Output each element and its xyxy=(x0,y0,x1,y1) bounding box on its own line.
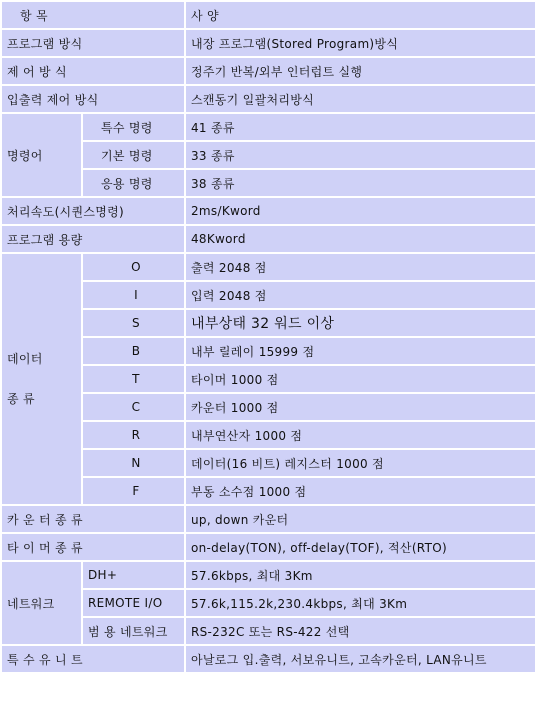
group-label-data-types xyxy=(2,254,81,504)
table-row xyxy=(2,310,535,336)
table-row xyxy=(2,114,535,140)
table-row xyxy=(2,506,535,532)
table-row xyxy=(2,282,535,308)
group-label-line: 데이터 xyxy=(7,352,43,366)
row-value: 41 종류 xyxy=(186,114,535,140)
row-sublabel: DH+ xyxy=(83,562,184,588)
row-value: RS-232C 또는 RS-422 선택 xyxy=(186,618,535,644)
group-label-line: 종 류 xyxy=(7,392,35,406)
table-row xyxy=(2,422,535,448)
row-value: 2ms/Kword xyxy=(186,198,535,224)
header-spec: 사 양 xyxy=(186,2,535,28)
row-label: 입출력 제어 방식 xyxy=(2,86,184,112)
row-value: 출력 2048 점 xyxy=(186,254,535,280)
row-code: O xyxy=(83,254,184,280)
table-row xyxy=(2,30,535,56)
row-value: 데이터(16 비트) 레지스터 1000 점 xyxy=(186,450,535,476)
row-label: 프로그램 용량 xyxy=(2,226,184,252)
table-row xyxy=(2,338,535,364)
group-label-instructions: 명령어 xyxy=(2,114,81,196)
group-label-network: 네트워크 xyxy=(2,562,81,644)
table-row xyxy=(2,590,535,616)
row-value: 정주기 반복/외부 인터럽트 실행 xyxy=(186,58,535,84)
table-row xyxy=(2,394,535,420)
table-row xyxy=(2,366,535,392)
row-code: N xyxy=(83,450,184,476)
table-row xyxy=(2,254,535,280)
row-value: 57.6k,115.2k,230.4kbps, 최대 3Km xyxy=(186,590,535,616)
row-code: F xyxy=(83,478,184,504)
row-code: R xyxy=(83,422,184,448)
row-label: 프로그램 방식 xyxy=(2,30,184,56)
table-row xyxy=(2,562,535,588)
table-row xyxy=(2,450,535,476)
row-value: 38 종류 xyxy=(186,170,535,196)
row-code: C xyxy=(83,394,184,420)
row-label: 특 수 유 니 트 xyxy=(2,646,184,672)
row-value: 33 종류 xyxy=(186,142,535,168)
row-code: T xyxy=(83,366,184,392)
row-sublabel: 기본 명령 xyxy=(83,142,184,168)
row-value: 48Kword xyxy=(186,226,535,252)
row-code: I xyxy=(83,282,184,308)
row-value: 내부연산자 1000 점 xyxy=(186,422,535,448)
row-label: 제 어 방 식 xyxy=(2,58,184,84)
row-sublabel: 응용 명령 xyxy=(83,170,184,196)
row-value: 부동 소수점 1000 점 xyxy=(186,478,535,504)
row-label: 타 이 머 종 류 xyxy=(2,534,184,560)
table-row xyxy=(2,142,535,168)
table-row xyxy=(2,226,535,252)
header-item: 항 목 xyxy=(2,2,184,28)
row-value: 내부 릴레이 15999 점 xyxy=(186,338,535,364)
table-row xyxy=(2,478,535,504)
row-value: up, down 카운터 xyxy=(186,506,535,532)
row-sublabel: 특수 명령 xyxy=(83,114,184,140)
table-row xyxy=(2,618,535,644)
row-value: 내부상태 32 워드 이상 xyxy=(186,310,535,336)
row-value: on-delay(TON), off-delay(TOF), 적산(RTO) xyxy=(186,534,535,560)
row-code: S xyxy=(83,310,184,336)
row-value: 카운터 1000 점 xyxy=(186,394,535,420)
table-row xyxy=(2,646,535,672)
row-value: 아날로그 입.출력, 서보유니트, 고속카운터, LAN유니트 xyxy=(186,646,535,672)
row-sublabel: 범 용 네트워크 xyxy=(83,618,184,644)
row-value: 타이머 1000 점 xyxy=(186,366,535,392)
row-label: 처리속도(시퀀스명령) xyxy=(2,198,184,224)
row-value: 입력 2048 점 xyxy=(186,282,535,308)
row-value: 스캔동기 일괄처리방식 xyxy=(186,86,535,112)
table-row xyxy=(2,198,535,224)
table-row xyxy=(2,534,535,560)
table-row xyxy=(2,86,535,112)
table-row xyxy=(2,58,535,84)
table-row xyxy=(2,170,535,196)
row-label: 카 운 터 종 류 xyxy=(2,506,184,532)
row-value: 내장 프로그램(Stored Program)방식 xyxy=(186,30,535,56)
header-row xyxy=(2,2,535,28)
row-sublabel: REMOTE I/O xyxy=(83,590,184,616)
row-code: B xyxy=(83,338,184,364)
row-value: 57.6kbps, 최대 3Km xyxy=(186,562,535,588)
